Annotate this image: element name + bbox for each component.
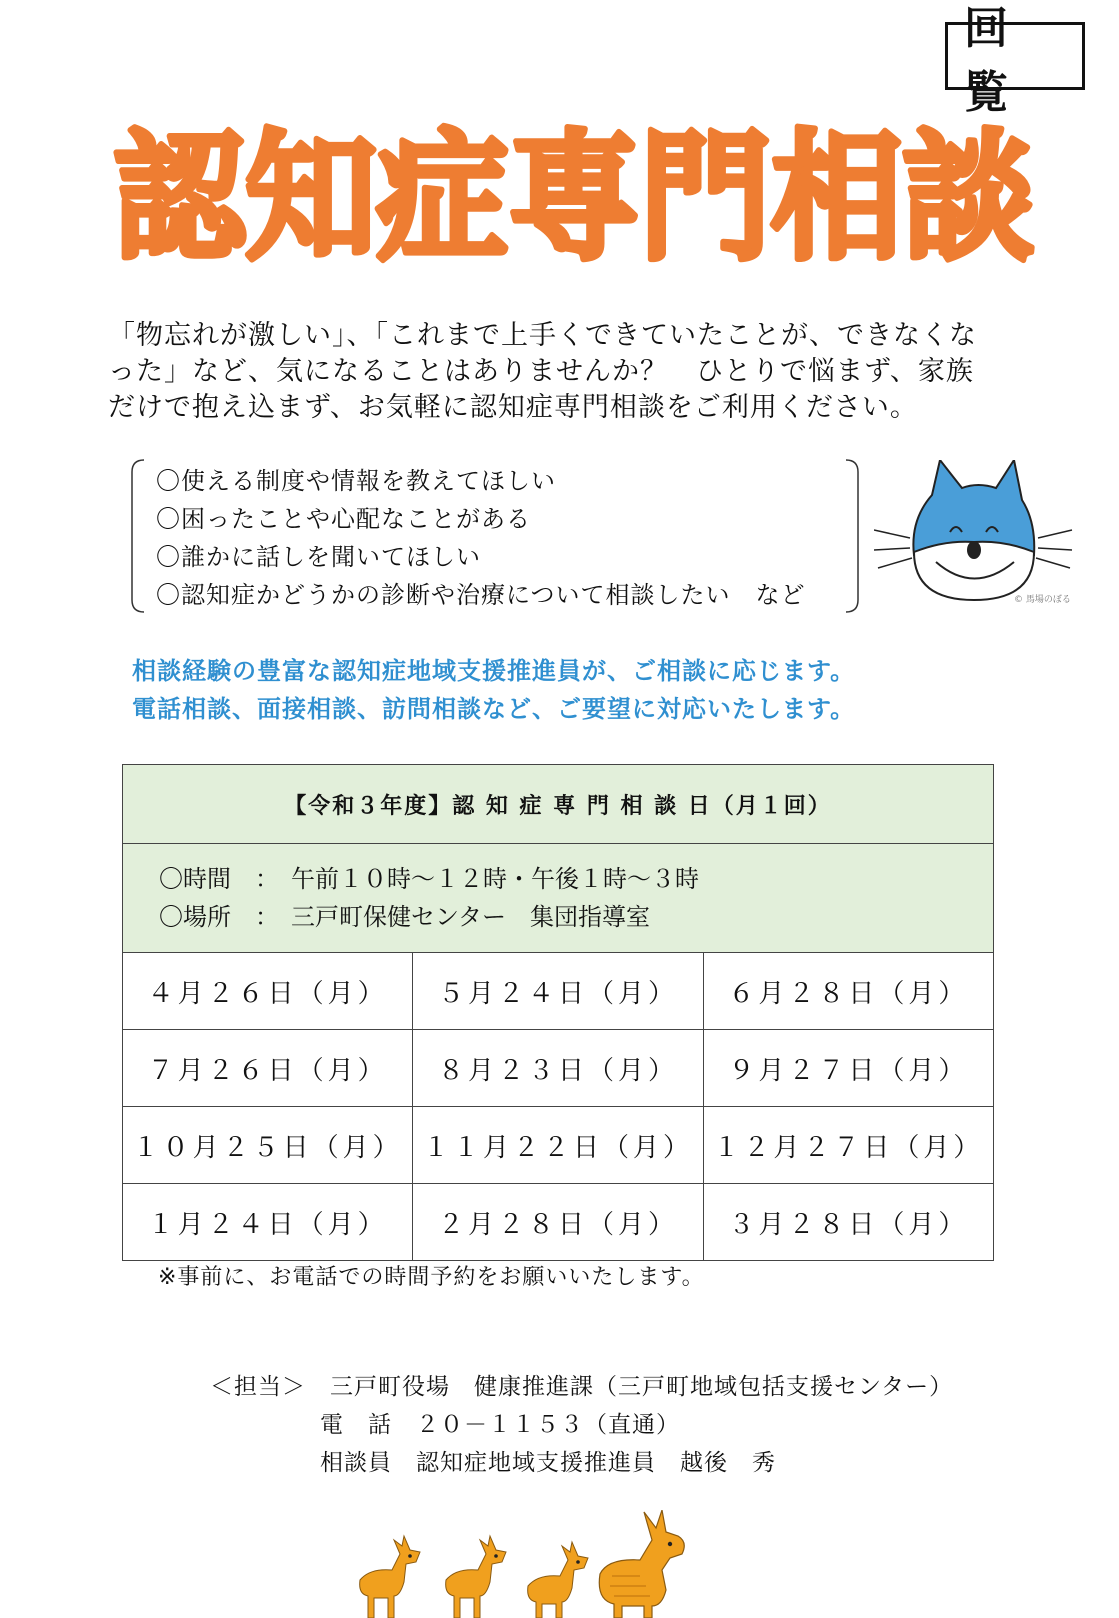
intro-text [108,318,1028,426]
highlight-line: 相談経験の豊富な認知症地域支援推進員が、ご相談に応じます。 [132,657,856,685]
checklist-item: 〇認知症かどうかの診断や治療について相談したい など [156,581,806,609]
table-row [123,1184,994,1261]
checklist [156,462,806,614]
date-cell: １２月２７日（月） [703,1107,993,1184]
circulation-stamp [945,3,1085,118]
cat-face-icon [874,460,1074,610]
schedule-header-row [123,765,994,844]
date-cell: １０月２５日（月） [123,1107,413,1184]
schedule-place: 〇場所 ： 三戸町保健センター 集団指導室 [159,903,651,931]
intro-line: った」など、気になることはありませんか？ ひとりで悩まず、家族 [108,356,974,387]
highlight-text [132,652,1032,728]
title-svg [104,108,1044,278]
date-cell: ６月２８日（月） [703,953,993,1030]
checklist-item: 〇困ったことや心配なことがある [156,505,531,533]
checklist-item: 〇誰かに話しを聞いてほしい [156,543,481,571]
page-title [104,108,1044,278]
illustration-credit: © 馬場のぼる [1014,595,1071,605]
date-cell: １１月２２日（月） [413,1107,703,1184]
date-cell: ２月２８日（月） [413,1184,703,1261]
table-row [123,1030,994,1107]
contact-phone: 電 話 ２０－１１５３（直通） [320,1412,680,1438]
contact-info [210,1368,953,1482]
title-text: 認知症専門相談 [114,117,1034,278]
schedule-info [123,844,994,953]
reservation-note: ※事前に、お電話での時間予約をお願いいたします。 [158,1265,705,1290]
schedule-header: 【令和３年度】認 知 症 専 門 相 談 日（月１回） [123,765,994,844]
deer-illustration-icon [340,1510,740,1618]
date-cell: １月２４日（月） [123,1184,413,1261]
table-row [123,1107,994,1184]
date-cell: ８月２３日（月） [413,1030,703,1107]
schedule-table [122,764,994,1261]
schedule-time: 〇時間 ： 午前１０時～１２時・午後１時～３時 [159,865,699,893]
date-cell: ７月２６日（月） [123,1030,413,1107]
date-cell: ５月２４日（月） [413,953,703,1030]
date-cell: ３月２８日（月） [703,1184,993,1261]
checklist-item: 〇使える制度や情報を教えてほしい [156,467,556,495]
stamp-text: 回覧 [964,3,1026,118]
contact-staff: 相談員 認知症地域支援推進員 越後 秀 [320,1450,776,1476]
intro-line: 「物忘れが激しい」、「これまで上手くできていたことが、できなくな [108,320,977,351]
date-cell: ９月２７日（月） [703,1030,993,1107]
schedule-info-row [123,844,994,953]
contact-dept: ＜担当＞ 三戸町役場 健康推進課（三戸町地域包括支援センター） [210,1374,954,1400]
table-row [123,953,994,1030]
highlight-line: 電話相談、面接相談、訪問相談など、ご要望に対応いたします。 [132,695,856,723]
intro-line: だけで抱え込まず、お気軽に認知症専門相談をご利用ください。 [108,392,918,423]
date-cell: ４月２６日（月） [123,953,413,1030]
checklist-box [130,458,860,614]
